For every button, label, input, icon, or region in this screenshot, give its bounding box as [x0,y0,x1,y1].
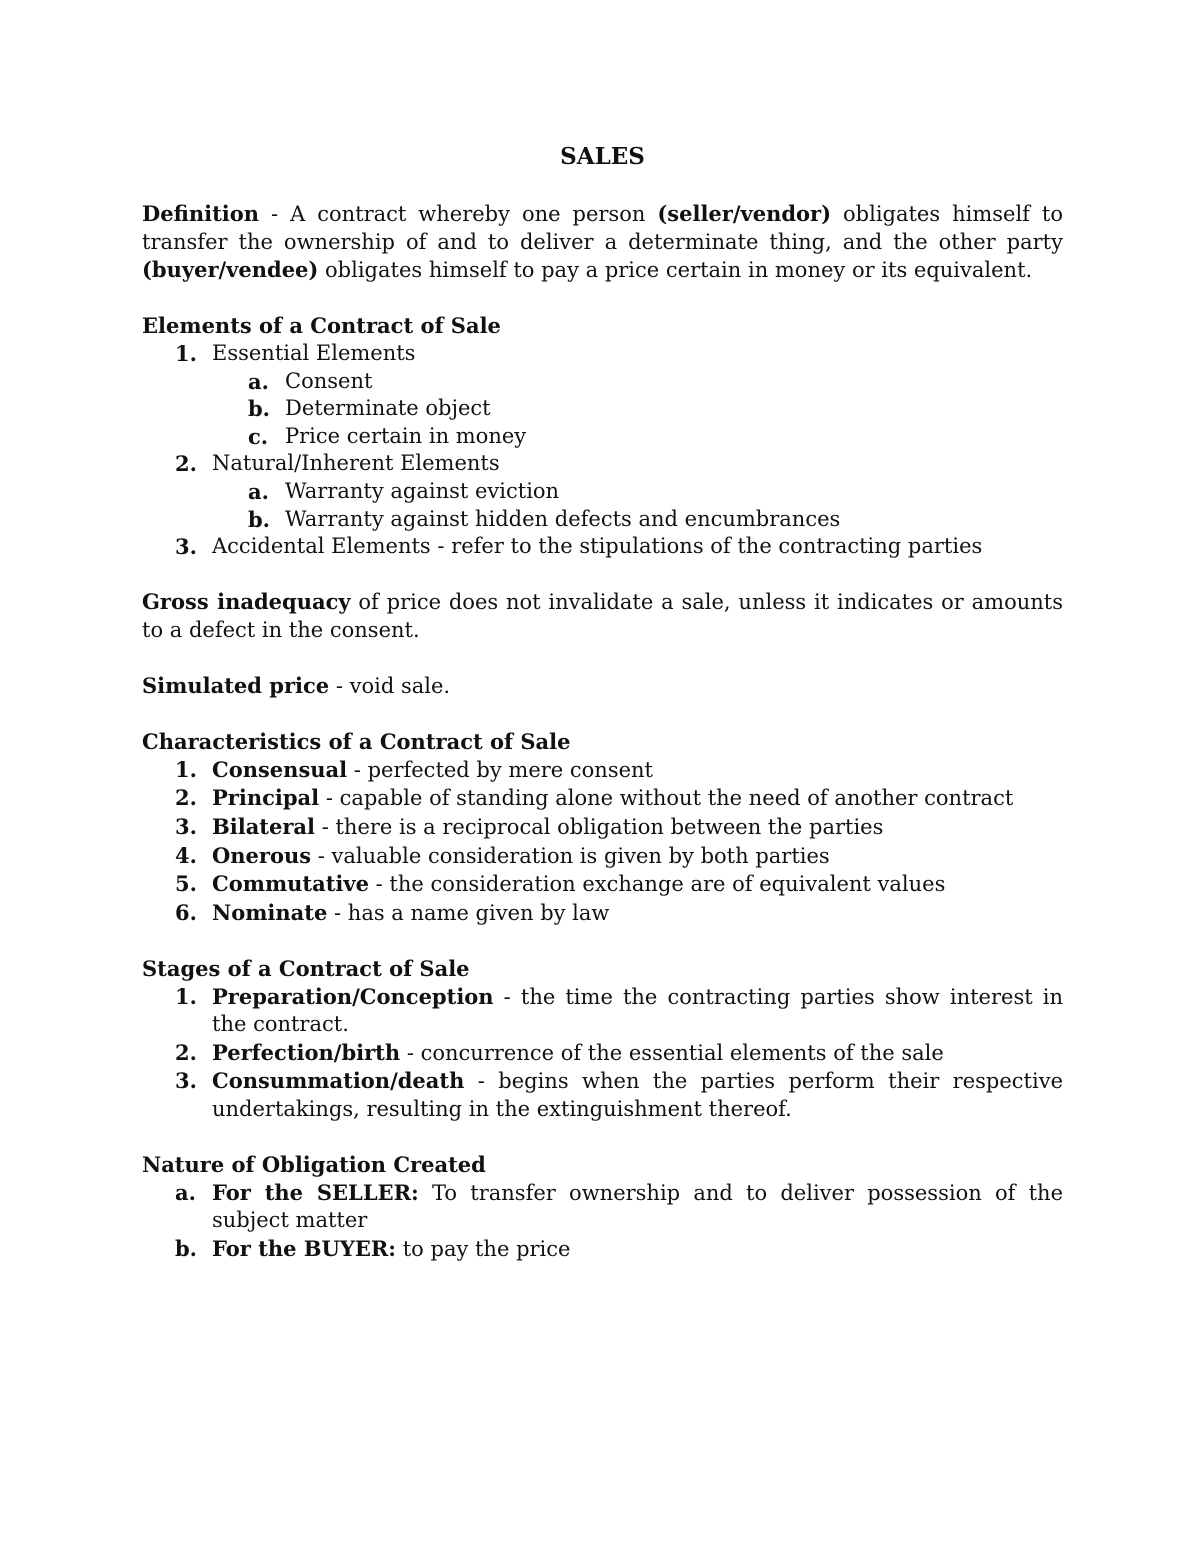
characteristics-heading: Characteristics of a Contract of Sale [142,729,571,755]
list-item-text [212,1067,1063,1123]
list-item-text [212,784,1063,813]
list-item-description: - valuable consideration is given by both parties [311,843,830,868]
sub-item-label: Warranty against hidden defects and encumbrances [285,506,841,531]
list-item [142,842,1063,871]
list-number: 1. [175,983,197,1009]
list-item [142,1067,1063,1123]
list-letter: a. [248,368,269,394]
definition-term: Definition [142,201,260,226]
list-item-text [212,1235,1063,1264]
sub-item-label: Consent [285,368,373,393]
list-item [142,1235,1063,1264]
page-title: SALES [560,143,645,170]
list-item [142,756,1063,785]
list-number: 6. [175,899,197,925]
definition-paragraph [142,200,1063,285]
list-item-text [212,983,1063,1039]
stages-list [142,983,1063,1124]
sub-item-label: Determinate object [285,396,491,421]
list-letter: c. [248,423,269,449]
document-page [142,142,1063,1264]
simulated-price-paragraph [142,672,1063,701]
list-item-text [212,813,1063,842]
list-letter: b. [248,506,270,532]
sub-list-item [142,478,1063,506]
list-item-description: - the consideration exchange are of equivalent values [368,872,946,897]
list-item-term: Preparation/Conception [212,983,494,1009]
simulated-term: Simulated price [142,673,330,699]
list-item-description: - perfected by mere consent [347,757,653,782]
list-number: 2. [175,1039,197,1065]
list-item [142,1179,1063,1235]
sub-list-item [142,506,1063,534]
sub-list-item [142,423,1063,451]
elements-list [142,340,1063,561]
list-item-text [212,756,1063,785]
spacer [142,645,1063,673]
spacer [142,927,1063,955]
list-item-term: Consensual [212,756,348,782]
gross-inadequacy-paragraph [142,588,1063,644]
list-letter: b. [248,396,270,422]
list-item-description: - concurrence of the essential elements of the sale [400,1040,944,1065]
obligation-heading: Nature of Obligation Created [142,1152,486,1178]
list-item-description: To transfer ownership and to deliver possession of the subject matter [212,1180,1063,1233]
list-item [142,1039,1063,1068]
spacer [142,1124,1063,1152]
list-item-text [212,842,1063,871]
list-letter: a. [175,1179,196,1205]
list-item [142,533,1063,561]
spacer [142,285,1063,313]
spacer [142,701,1063,729]
list-item-term: Onerous [212,842,312,868]
definition-seller: (seller/vendor) [657,201,832,226]
sub-item-label: Warranty against eviction [285,478,560,503]
list-item-description: - capable of standing alone without the need of another contract [319,786,1014,811]
definition-text-2: obligates himself to transfer the ownership of and to deliver a determinate thing, and the other party [142,202,1063,254]
list-number: 2. [175,785,197,811]
list-item-label: Essential Elements [212,340,416,365]
gross-text: of price does not invalidate a sale, unless it indicates or amounts to a defect in the consent. [142,590,1064,642]
list-item-term: Consummation/death [212,1068,465,1094]
definition-buyer: (buyer/vendee) [142,257,319,283]
list-item [142,813,1063,842]
list-number: 3. [175,1068,197,1094]
list-item-term: For the BUYER: [212,1235,397,1261]
list-letter: a. [248,478,269,504]
list-item [142,450,1063,478]
list-item-term: Bilateral [212,814,316,840]
list-item-description: - has a name given by law [327,900,610,925]
simulated-text: - void sale. [329,674,451,699]
list-item-text [212,899,1063,928]
list-item-description: - there is a reciprocal obligation between the parties [315,815,884,840]
list-item [142,340,1063,368]
sub-item-label: Price certain in money [285,423,527,448]
definition-text-3: obligates himself to pay a price certain in money or its equivalent. [318,258,1033,283]
list-item-text [212,1039,1063,1068]
list-number: 5. [175,871,197,897]
list-item [142,784,1063,813]
list-item [142,870,1063,899]
list-item-description: to pay the price [396,1236,571,1261]
elements-heading: Elements of a Contract of Sale [142,313,501,339]
stages-heading: Stages of a Contract of Sale [142,956,470,982]
gross-term: Gross inadequacy [142,589,351,615]
list-item-term: Principal [212,785,320,811]
list-item-term: For the SELLER: [212,1179,419,1205]
list-number: 1. [175,756,197,782]
list-number: 4. [175,842,197,868]
list-item-text [212,870,1063,899]
list-item-text [212,1179,1063,1235]
list-number: 3. [175,534,197,560]
list-number: 1. [175,340,197,366]
list-item [142,899,1063,928]
obligation-list [142,1179,1063,1264]
characteristics-list [142,756,1063,928]
definition-text-1: - A contract whereby one person [259,202,658,226]
sub-list-item [142,368,1063,396]
list-item-term: Nominate [212,899,328,925]
spacer [142,561,1063,589]
list-item-description: - begins when the parties perform their respective undertakings, resulting in the extinguishment thereof. [212,1069,1063,1121]
list-item-label: Natural/Inherent Elements [212,451,500,476]
list-item-label: Accidental Elements - refer to the stipulations of the contracting parties [212,534,983,559]
list-letter: b. [175,1235,197,1261]
list-number: 2. [175,451,197,477]
list-number: 3. [175,814,197,840]
list-item [142,983,1063,1039]
list-item-term: Perfection/birth [212,1039,401,1065]
list-item-term: Commutative [212,871,369,897]
list-item-description: - the time the contracting parties show interest in the contract. [212,984,1063,1037]
sub-list-item [142,395,1063,423]
